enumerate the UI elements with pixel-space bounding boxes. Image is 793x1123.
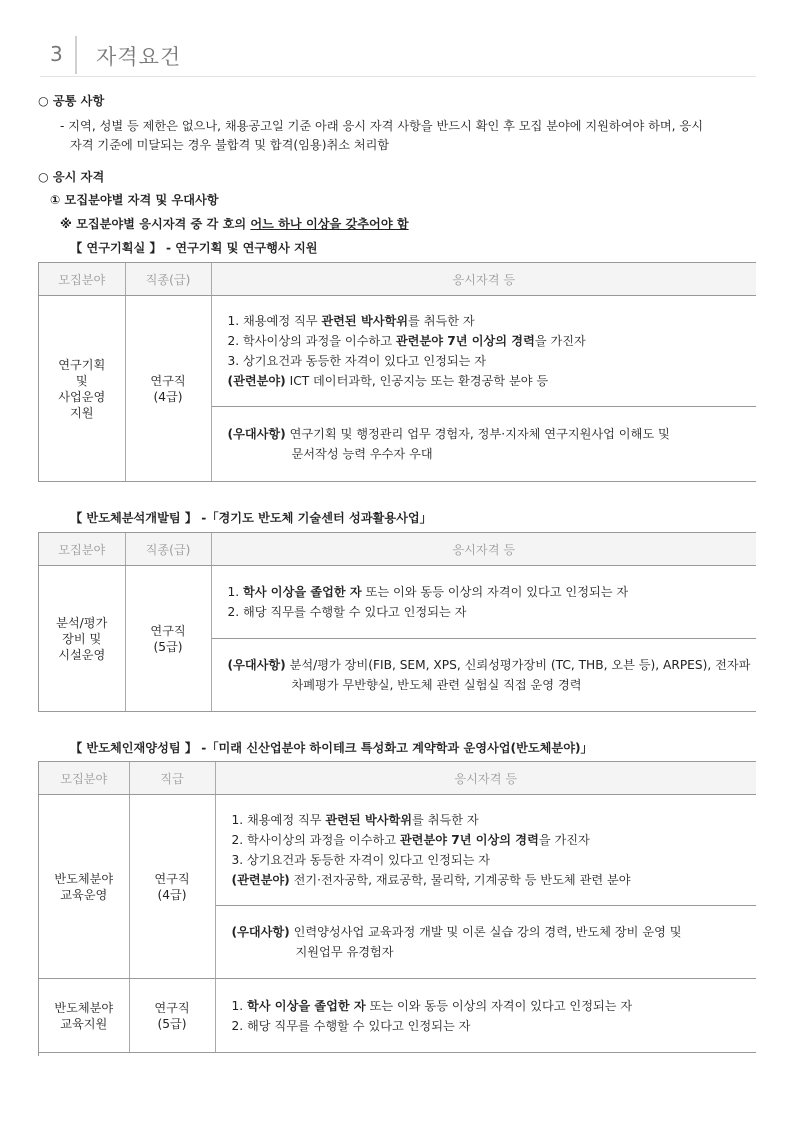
table3-header-qual: 응시자격 등 <box>215 762 756 795</box>
table3-header-grade: 직급 <box>129 762 215 795</box>
table1-grade-line: 연구직 <box>150 373 186 388</box>
table3-header-field: 모집분야 <box>39 762 129 795</box>
table1-qual-2: 2. 학사이상의 과정을 이수하고 관련분야 7년 이상의 경력을 가진자 <box>227 334 586 348</box>
table1-header-grade: 직종(급) <box>125 263 211 296</box>
table3-row1-field-line: 교육운영 <box>60 887 108 902</box>
table2-header-qual: 응시자격 등 <box>211 533 756 566</box>
table2-qual-2: 2. 해당 직무를 수행할 수 있다고 인정되는 자 <box>227 605 467 619</box>
apply-note-text: ※ 모집분야별 응시자격 중 각 호의 <box>60 217 251 231</box>
table3-row2-grade-cell <box>129 979 215 1053</box>
table3-row1-qual-cell <box>215 795 756 906</box>
table2-field-line: 시설운영 <box>58 647 106 662</box>
table2-field-line: 장비 및 <box>62 631 102 646</box>
table1-header-qual: 응시자격 등 <box>211 263 756 296</box>
apply-note-underlined: 어느 하나 이상을 갖추어야 함 <box>250 217 409 231</box>
table3-row1-grade-line: (4급) <box>157 887 187 902</box>
table3-row1-grade-cell <box>129 795 215 979</box>
table3-caption: 【 반도체인재양성팀 】 -「미래 신산업분야 하이테크 특성화고 계약학과 운영사업(반도체분야)」 <box>70 741 593 755</box>
table2-caption: 【 반도체분석개발팀 】 -「경기도 반도체 기술센터 성과활용사업」 <box>70 511 432 525</box>
table2 <box>39 533 756 712</box>
table2-grade-line: (5급) <box>153 639 183 654</box>
table2-qual-cell <box>211 566 756 639</box>
table2-grade-cell <box>125 566 211 712</box>
table3-row1-pref-line-2: 지원업무 유경험자 <box>295 945 394 959</box>
section-number: 3 <box>50 42 63 66</box>
table2-header-field: 모집분야 <box>39 533 125 566</box>
table3-row1-pref-line-1: (우대사항) 인력양성사업 교육과정 개발 및 이론 실습 강의 경력, 반도체 장비 운영 및 <box>231 925 682 939</box>
table1-field-cell <box>39 296 125 482</box>
table3-row1-grade-line: 연구직 <box>154 871 190 886</box>
table3-row1-qual-3: 3. 상기요건과 동등한 자격이 있다고 인정되는 자 <box>231 853 491 867</box>
table3-row1-pref-cell <box>215 906 756 979</box>
table3-row1-qual-1: 1. 채용예정 직무 관련된 박사학위를 취득한 자 <box>231 813 479 827</box>
table1-qual-4: (관련분야) ICT 데이터과학, 인공지능 또는 환경공학 분야 등 <box>227 374 549 388</box>
table3-row2-field-line: 반도체분야 <box>54 1000 114 1015</box>
apply-heading: ○ 응시 자격 <box>38 170 105 184</box>
table3-row1-qual-2: 2. 학사이상의 과정을 이수하고 관련분야 7년 이상의 경력을 가진자 <box>231 833 590 847</box>
table1-field-line: 지원 <box>69 405 94 420</box>
apply-subheading: ① 모집분야별 자격 및 우대사항 <box>50 193 219 207</box>
table2-pref-cell <box>211 639 756 712</box>
table2-field-cell <box>39 566 125 712</box>
table3-row2-qual-2: 2. 해당 직무를 수행할 수 있다고 인정되는 자 <box>231 1018 471 1033</box>
table3-row2-qual-1: 1. 학사 이상을 졸업한 자 또는 이와 동등 이상의 자격이 있다고 인정되는 자 <box>231 998 633 1013</box>
table1-qual-1: 1. 채용예정 직무 관련된 박사학위를 취득한 자 <box>227 314 475 328</box>
section-divider <box>75 36 77 74</box>
table2-pref-line-2: 차폐평가 무반향실, 반도체 관련 실험실 직접 운영 경력 <box>291 678 582 692</box>
common-heading: ○ 공통 사항 <box>38 94 105 108</box>
table2-grade-line: 연구직 <box>150 623 186 638</box>
table3-row1-field-cell <box>39 795 129 979</box>
table1-field-line: 사업운영 <box>58 389 106 404</box>
table2-qual-1: 1. 학사 이상을 졸업한 자 또는 이와 동등 이상의 자격이 있다고 인정되는 자 <box>227 585 629 599</box>
table1-pref-line-1: (우대사항) 연구기획 및 행정관리 업무 경험자, 정부·지자체 연구지원사업 이해도 및 <box>227 427 670 441</box>
table1-grade-line: (4급) <box>153 389 183 404</box>
section-title: 자격요건 <box>96 45 182 69</box>
table3-row2-grade-line: 연구직 <box>154 1000 190 1015</box>
table3-row2-field-line: 교육지원 <box>60 1016 108 1031</box>
common-line-2: 자격 기준에 미달되는 경우 불합격 및 합격(임용)취소 처리함 <box>70 138 390 152</box>
table1-caption: 【 연구기획실 】 - 연구기획 및 연구행사 지원 <box>70 241 318 255</box>
table1-pref-line-2: 문서작성 능력 우수자 우대 <box>291 447 433 461</box>
table3-row1-field-line: 반도체분야 <box>54 871 114 886</box>
common-line-1: - 지역, 성별 등 제한은 없으나, 채용공고일 기준 아래 응시 자격 사항을 반드시 확인 후 모집 분야에 지원하여야 하며, 응시 <box>60 119 703 133</box>
table1-field-line: 연구기획 <box>58 357 106 372</box>
apply-note <box>60 214 409 234</box>
table1-pref-cell <box>211 407 756 482</box>
table1-grade-cell <box>125 296 211 482</box>
table1-qual-cell <box>211 296 756 407</box>
section-header <box>40 36 756 77</box>
table2-field-line: 분석/평가 <box>56 615 108 630</box>
table1-header-field: 모집분야 <box>39 263 125 296</box>
table3-row2-field-cell <box>39 979 129 1053</box>
table3 <box>39 762 756 1053</box>
table1-qual-3: 3. 상기요건과 동등한 자격이 있다고 인정되는 자 <box>227 354 487 368</box>
table3-row2-grade-line: (5급) <box>157 1016 187 1031</box>
table1-field-line: 및 <box>75 373 88 388</box>
table1 <box>39 263 756 482</box>
table2-pref-line-1: (우대사항) 분석/평가 장비(FIB, SEM, XPS, 신뢰성평가장비 (TC, THB, 오븐 등), ARPES), 전자파 <box>227 658 751 672</box>
table3-row1-qual-4: (관련분야) 전기·전자공학, 재료공학, 물리학, 기계공학 등 반도체 관련 분야 <box>231 873 631 887</box>
table3-row2-qual-cell <box>215 979 756 1053</box>
table2-header-grade: 직종(급) <box>125 533 211 566</box>
